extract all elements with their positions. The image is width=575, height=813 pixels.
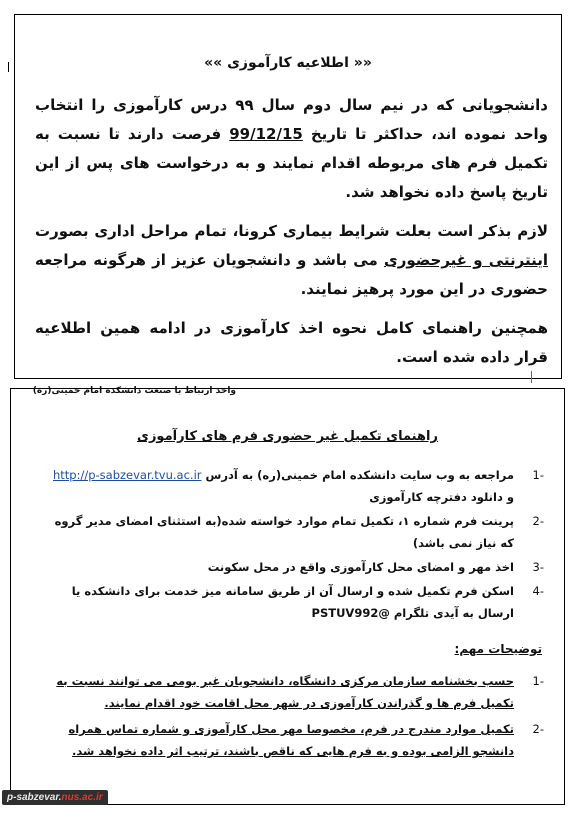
note-text: حسب بخشنامه سازمان مرکزی دانشگاه، دانشجویان غیر بومی می توانند نسبت به تکمیل فرم ها و گذراندن کارآموزی در شهر محل اقامت خود اقدام نمایند. [56,674,514,710]
step-text-after: و دانلود دفترچه کارآموزی [369,490,514,504]
guide-title-text: راهنمای تکمیل غیر حضوری فرم های کارآموزی [137,429,438,444]
p2-underlined: اینترنتی و غیرحضوری [383,251,548,269]
note-number: -1 [532,674,544,688]
list-item [41,718,544,762]
list-item [51,464,544,508]
p1-text-before: دانشجویانی که در نیم سال دوم سال ۹۹ درس کارآموزی را انتخاب واحد نموده اند، حداکثر تا تاریخ [35,96,548,143]
site-watermark [2,790,108,805]
p2-text-after: می باشد و دانشجویان عزیز از هرگونه مراجعه حضوری در این مورد پرهیز نمایند. [35,251,548,298]
note-number: -2 [532,722,544,736]
step-number: -1 [532,468,544,482]
list-item [51,580,544,624]
step-number: -3 [532,560,544,574]
notes-title: توضیحات مهم: [454,642,542,656]
list-item [41,670,544,714]
p2-text-before: لازم بذکر است بعلت شرایط بیماری کرونا، تمام مراحل اداری بصورت [35,222,548,240]
step-text: پرینت فرم شماره ۱، تکمیل تمام موارد خواسته شده(به استثنای امضای مدیر گروه که نیاز نمی باشد) [54,514,514,550]
step-number: -4 [532,584,544,598]
watermark-prefix: p-sabzevar. [7,792,62,803]
guide-box [10,388,565,805]
step-text: اسکن فرم تکمیل شده و ارسال آن از طریق سامانه میز خدمت برای دانشکده یا ارسال به آیدی تلگرام @PSTUV992 [71,584,514,620]
notice-paragraph-1 [15,91,561,207]
watermark-suffix: nus.ac.ir [61,792,103,803]
guide-title [11,429,564,444]
text-cursor-2 [531,371,532,383]
steps-list [11,464,564,624]
notes-list [11,670,564,762]
step-number: -2 [532,514,544,528]
deadline-date: 99/12/15 [229,125,303,143]
signature: واحد ارتباط با صنعت دانشکده امام خمینی(ره) [32,386,236,396]
notice-box [14,14,562,396]
notice-title: «« اطلاعیه کارآموزی »» [204,55,372,71]
note-text: تکمیل موارد مندرج در فرم، مخصوصا مهر محل کارآموزی و شماره تماس همراه دانشجو الزامی بوده و به فرم هایی که ناقص باشند، ترتیب اثر داده نخواهد شد. [68,722,514,758]
step-text: اخذ مهر و امضای محل کارآموزی واقع در محل سکونت [207,560,514,574]
website-link[interactable]: http://p-sabzevar.tvu.ac.ir [52,468,202,482]
list-item [51,556,544,578]
notice-paragraph-3: همچنین راهنمای کامل نحوه اخذ کارآموزی در ادامه همین اطلاعیه قرار داده شده است. [35,319,548,366]
step-text: مراجعه به وب سایت دانشکده امام خمینی(ره) به آدرس [201,468,514,482]
text-cursor [8,62,9,72]
notice-paragraph-2 [15,217,561,304]
p1-text-after: فرصت دارند تا نسبت به تکمیل فرم های مربوطه اقدام نمایند و به درخواست های پس از این تاریخ پاسخ داده نخواهد شد. [35,125,548,201]
list-item [51,510,544,554]
